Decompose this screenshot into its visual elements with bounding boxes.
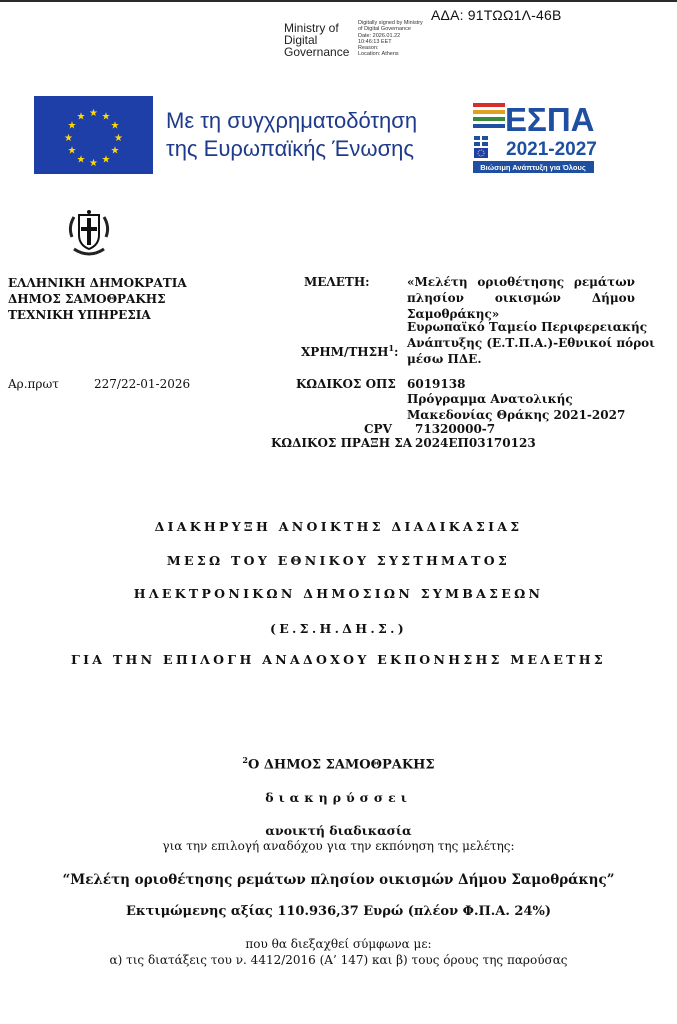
svg-text:★: ★ — [67, 145, 77, 157]
signature-ministry-line: Ministry of — [284, 21, 339, 35]
greek-coat-of-arms-icon — [64, 207, 114, 259]
study-value — [407, 274, 635, 322]
municipality-heading — [0, 755, 677, 772]
selection-purpose-text: για την επιλογή αναδόχου για την εκπόνηση της μελέτης: — [162, 839, 515, 853]
funding-label — [301, 340, 398, 360]
cpv-label: CPV — [364, 422, 392, 436]
program-value-line: Μακεδονίας Θράκης 2021-2027 — [407, 408, 626, 422]
svg-text:★: ★ — [64, 133, 73, 144]
signature-detail-line: 10:46:13 EET — [358, 38, 392, 45]
estimated-value: Εκτιμώμενης αξίας 110.936,37 Ευρώ (πλέον Φ.Π.Α. 24%) — [125, 904, 552, 919]
espa-logo — [472, 98, 596, 174]
ops-code-label: ΚΩΔΙΚΟΣ ΟΠΣ — [296, 377, 396, 391]
declaration-title-line: ΗΛΕΚΤΡΟΝΙΚΩΝ ΔΗΜΟΣΙΩΝ ΣΥΜΒΑΣΕΩΝ — [133, 586, 544, 601]
eu-mini-flag-icon — [474, 148, 488, 158]
declaration-title-line: (Ε.Σ.Η.ΔΗ.Σ.) — [269, 621, 407, 636]
sa-code-label: ΚΩΔΙΚΟΣ ΠΡΑΞΗ ΣΑ — [271, 436, 412, 450]
signature-detail-line: Digitally signed by Ministry — [358, 20, 423, 26]
conducted-text: που θα διεξαχθεί σύμφωνα με: — [245, 937, 432, 951]
eu-cofunding-text — [166, 107, 417, 163]
svg-text:★: ★ — [76, 154, 86, 166]
open-procedure-text: ανοικτή διαδικασία — [265, 823, 412, 838]
signature-ministry-line: Governance — [284, 45, 350, 59]
funding-value-line: Ανάπτυξης (Ε.Τ.Π.Α.)-Εθνικοί πόροι — [407, 336, 655, 350]
footnote-1: 1 — [388, 343, 395, 353]
ada-code: ΑΔΑ: 91ΤΩΩ1Λ-46Β — [431, 7, 562, 23]
organization-block — [8, 275, 187, 323]
funding-value-line: Ευρωπαϊκό Ταμείο Περιφερειακής — [407, 320, 648, 334]
eu-flag-icon — [34, 96, 153, 174]
protocol-number-label: Αρ.πρωτ — [8, 377, 59, 391]
funding-label-colon: : — [394, 345, 399, 359]
svg-text:★: ★ — [114, 133, 123, 144]
org-line: ΤΕΧΝΙΚΗ ΥΠΗΡΕΣΙΑ — [8, 308, 151, 322]
svg-text:★: ★ — [89, 158, 98, 169]
signature-ministry — [284, 22, 349, 58]
program-value — [407, 391, 625, 423]
svg-text:★: ★ — [67, 120, 77, 132]
municipality-name: Ο ΔΗΜΟΣ ΣΑΜΟΘΡΑΚΗΣ — [247, 757, 435, 773]
funding-value — [407, 319, 655, 367]
signature-detail-line: Location: Athens — [358, 51, 399, 58]
study-value-line: «Μελέτη οριοθέτησης ρεμάτων — [407, 275, 635, 289]
signature-ministry-line: Digital — [284, 33, 318, 47]
declaration-title-line: ΜΕΣΩ ΤΟΥ ΕΘΝΙΚΟΥ ΣΥΣΤΗΜΑΤΟΣ — [166, 553, 511, 568]
svg-text:★: ★ — [89, 108, 98, 119]
signature-details — [358, 20, 423, 58]
proclaims-text: διακηρύσσει — [265, 790, 412, 805]
study-value-line: Σαμοθράκης» — [407, 307, 500, 321]
top-border — [0, 0, 677, 2]
study-label: ΜΕΛΕΤΗ: — [304, 275, 370, 289]
svg-text:★: ★ — [110, 120, 120, 132]
espa-arcs-icon — [473, 103, 505, 128]
svg-text:★: ★ — [101, 154, 111, 166]
signature-detail-line: Reason: — [358, 45, 379, 52]
sa-code-value: 2024ΕΠ03170123 — [415, 436, 536, 450]
svg-text:★: ★ — [110, 145, 120, 157]
espa-title: ΕΣΠΑ — [505, 101, 595, 138]
study-value-line: πλησίον οικισμών Δήμου — [407, 291, 635, 305]
svg-text:★: ★ — [101, 111, 111, 123]
ops-code-value: 6019138 — [407, 377, 466, 391]
greek-flag-icon — [474, 136, 488, 146]
org-line: ΔΗΜΟΣ ΣΑΜΟΘΡΑΚΗΣ — [8, 292, 166, 306]
funding-label-text: ΧΡΗΜ/ΤΗΣΗ — [301, 345, 389, 359]
declaration-title-line: ΓΙΑ ΤΗΝ ΕΠΙΛΟΓΗ ΑΝΑΔΟΧΟΥ ΕΚΠΟΝΗΣΗΣ ΜΕΛΕΤΗΣ — [70, 652, 607, 667]
espa-tagline: Βιώσιμη Ανάπτυξη για Όλους — [480, 163, 586, 172]
study-title: “Μελέτη οριοθέτησης ρεμάτων πλησίον οικισμών Δήμου Σαμοθράκης” — [62, 872, 615, 888]
eu-cofunding-line: της Ευρωπαϊκής Ένωσης — [166, 136, 414, 161]
org-line: ΕΛΛΗΝΙΚΗ ΔΗΜΟΚΡΑΤΙΑ — [8, 276, 187, 290]
signature-detail-line: of Digital Governance — [358, 26, 411, 33]
program-value-line: Πρόγραμμα Ανατολικής — [407, 392, 573, 406]
eu-cofunding-line: Με τη συγχρηματοδότηση — [166, 108, 418, 133]
footnote-2: 2 — [242, 755, 248, 765]
svg-text:★: ★ — [76, 111, 86, 123]
provisions-text: α) τις διατάξεις του ν. 4412/2016 (Α’ 147) και β) τους όρους της παρούσας — [109, 953, 568, 967]
funding-value-line: μέσω ΠΔΕ. — [407, 352, 482, 366]
cpv-value: 71320000-7 — [415, 422, 496, 436]
signature-detail-line: Date: 2026.01.22 — [358, 32, 401, 39]
espa-years: 2021-2027 — [506, 139, 596, 160]
protocol-number-value: 227/22-01-2026 — [94, 377, 191, 391]
declaration-title-line: ΔΙΑΚΗΡΥΞΗ ΑΝΟΙΚΤΗΣ ΔΙΑΔΙΚΑΣΙΑΣ — [154, 519, 523, 534]
